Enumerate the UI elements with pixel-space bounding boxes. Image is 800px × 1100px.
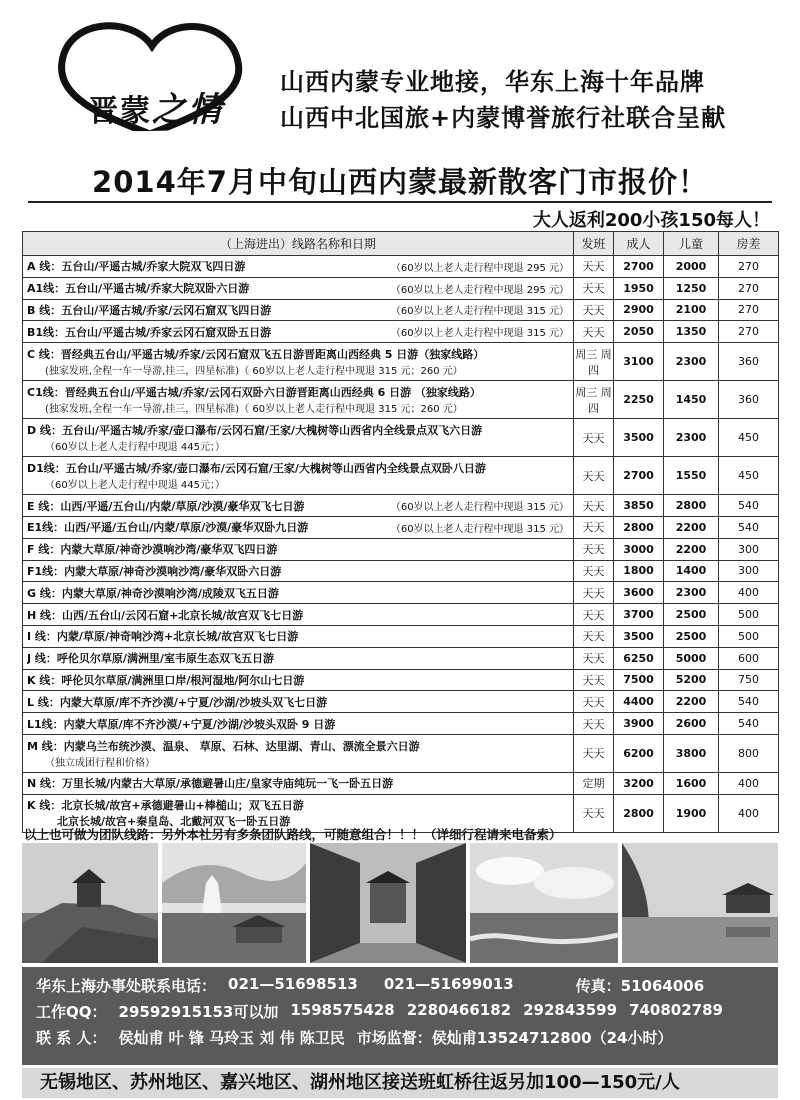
route-cell xyxy=(23,256,574,278)
depart-cell: 天天 xyxy=(574,625,614,647)
route-name: A 线：五台山/平遥古城/乔家大院双飞四日游 xyxy=(27,260,246,274)
route-line xyxy=(27,519,569,535)
depart-cell: 天天 xyxy=(574,604,614,626)
table-row xyxy=(23,560,779,582)
route-cell xyxy=(23,299,574,321)
qq-1[interactable]: 29592915153可以加 xyxy=(118,1003,279,1021)
route-name: J 线：呼伦贝尔草原/满洲里/室韦原生态双飞五日游 xyxy=(27,652,274,666)
slogan-line-2: 山西中北国旅+内蒙博誉旅行社联合呈献 xyxy=(280,104,727,132)
depart-cell: 天天 xyxy=(574,582,614,604)
route-sub-note: （60岁以上老人走行程中现退 445元；） xyxy=(45,442,225,454)
table-row xyxy=(23,647,779,669)
table-row xyxy=(23,343,779,381)
child-price-cell: 2000 xyxy=(664,256,719,278)
photo-strip xyxy=(22,843,778,963)
adult-price-cell: 3850 xyxy=(614,495,664,517)
contact-phone-row xyxy=(36,975,764,996)
table-row xyxy=(23,669,779,691)
table-row xyxy=(23,713,779,735)
table-row xyxy=(23,625,779,647)
route-name: B 线：五台山/平遥古城/乔家/云冈石窟双飞四日游 xyxy=(27,303,272,317)
route-name: M 线：内蒙乌兰布统沙漠、温泉、 草原、石林、达里湖、青山、漂流全景六日游 xyxy=(27,739,420,753)
child-price-cell: 3800 xyxy=(664,734,719,772)
adult-price-cell: 7500 xyxy=(614,669,664,691)
child-price-cell: 2500 xyxy=(664,604,719,626)
route-cell xyxy=(23,582,574,604)
qq-3[interactable]: 2280466182 xyxy=(406,1001,512,1019)
depart-cell: 天天 xyxy=(574,647,614,669)
adult-price-cell: 3900 xyxy=(614,713,664,735)
depart-cell: 周三 周四 xyxy=(574,381,614,419)
child-price-cell: 5000 xyxy=(664,647,719,669)
route-cell xyxy=(23,343,574,381)
photo-temple xyxy=(162,843,306,963)
child-price-cell: 2500 xyxy=(664,625,719,647)
child-price-cell: 2800 xyxy=(664,495,719,517)
adult-price-cell: 6250 xyxy=(614,647,664,669)
route-line xyxy=(27,422,569,438)
route-name: B1线：五台山/平遥古城/乔家云冈石窟双卧五日游 xyxy=(27,325,272,339)
header-depart: 发班 xyxy=(574,232,614,256)
child-price-cell: 1350 xyxy=(664,321,719,343)
adult-price-cell: 2900 xyxy=(614,299,664,321)
adult-price-cell: 3200 xyxy=(614,772,664,794)
room-diff-cell: 400 xyxy=(719,582,779,604)
route-sub-note: （独立成团行程和价格） xyxy=(45,757,155,769)
room-diff-cell: 400 xyxy=(719,772,779,794)
adult-price-cell: 1950 xyxy=(614,277,664,299)
room-diff-cell: 540 xyxy=(719,495,779,517)
route-cell xyxy=(23,560,574,582)
header-room: 房差 xyxy=(719,232,779,256)
route-name: L 线：内蒙大草原/库不齐沙漠/+宁夏/沙湖/沙坡头双飞七日游 xyxy=(27,695,328,709)
footnote: 以上也可做为团队线路：另外本社另有多条团队路线，可随意组合！！！（详细行程请来电备索） xyxy=(24,827,562,842)
route-line xyxy=(27,324,569,340)
room-diff-cell: 750 xyxy=(719,669,779,691)
contact-panel xyxy=(22,967,778,1065)
room-diff-cell: 300 xyxy=(719,560,779,582)
depart-cell: 天天 xyxy=(574,794,614,832)
route-name: F 线：内蒙大草原/神奇沙漠响沙湾/豪华双飞四日游 xyxy=(27,543,278,557)
phone-1[interactable]: 021—51698513 xyxy=(228,975,358,993)
depart-cell: 天天 xyxy=(574,669,614,691)
child-price-cell: 2300 xyxy=(664,582,719,604)
route-name: I 线：内蒙/草原/神奇响沙湾+北京长城/故宫双飞七日游 xyxy=(27,630,299,644)
table-row xyxy=(23,734,779,772)
room-diff-cell: 270 xyxy=(719,321,779,343)
route-line xyxy=(27,672,569,688)
adult-price-cell: 2250 xyxy=(614,381,664,419)
route-note: （60岁以上老人走行程中现退 315 元） xyxy=(390,502,569,514)
market-supervisor: 市场监督：侯灿甫13524712800（24小时） xyxy=(356,1029,673,1047)
adult-price-cell: 3500 xyxy=(614,625,664,647)
child-price-cell: 1250 xyxy=(664,277,719,299)
depart-cell: 天天 xyxy=(574,516,614,538)
route-name: C 线：晋经典五台山/平遥古城/乔家/云冈石窟双飞五日游晋距离山西经典 5 日游（独家线路） xyxy=(27,348,485,362)
header xyxy=(0,0,800,150)
child-price-cell: 2200 xyxy=(664,538,719,560)
route-line xyxy=(27,607,569,623)
contact-people-row xyxy=(36,1027,764,1048)
route-cell xyxy=(23,419,574,457)
phone-2[interactable]: 021—51699013 xyxy=(383,975,514,993)
route-line xyxy=(27,694,569,710)
depart-cell: 天天 xyxy=(574,495,614,517)
depart-cell: 天天 xyxy=(574,457,614,495)
route-name: E1线：山西/平遥/五台山/内蒙/草原/沙漠/豪华双卧九日游 xyxy=(27,521,309,535)
route-cell xyxy=(23,604,574,626)
slogan-line-1: 山西内蒙专业地接，华东上海十年品牌 xyxy=(280,68,705,96)
table-row xyxy=(23,419,779,457)
room-diff-cell: 400 xyxy=(719,794,779,832)
route-line xyxy=(27,585,569,601)
qq-4[interactable]: 292843599 xyxy=(523,1001,618,1019)
route-line xyxy=(27,280,569,296)
route-note: （60岁以上老人走行程中现退 295 元） xyxy=(390,284,569,296)
table-row xyxy=(23,277,779,299)
qq-5[interactable]: 740802789 xyxy=(629,1001,723,1019)
adult-price-cell: 2800 xyxy=(614,516,664,538)
room-diff-cell: 800 xyxy=(719,734,779,772)
route-name: K 线：呼伦贝尔草原/满洲里口岸/根河湿地/阿尔山七日游 xyxy=(27,673,305,687)
child-price-cell: 1550 xyxy=(664,457,719,495)
table-row xyxy=(23,495,779,517)
route-line xyxy=(27,650,569,666)
route-cell xyxy=(23,277,574,299)
route-name: K 线：北京长城/故宫+承德避暑山+棒槌山；双飞五日游 xyxy=(27,799,304,813)
route-line xyxy=(27,498,569,514)
rebate-subtitle: 大人返利200小孩150每人！ xyxy=(532,210,770,231)
room-diff-cell: 360 xyxy=(719,381,779,419)
logo-text-main: 晋蒙 xyxy=(88,94,152,129)
price-table xyxy=(22,231,779,833)
photo-courtyard xyxy=(310,843,466,963)
adult-price-cell: 3600 xyxy=(614,582,664,604)
route-cell xyxy=(23,713,574,735)
depart-cell: 天天 xyxy=(574,734,614,772)
people-label: 联 系 人： xyxy=(36,1029,107,1047)
route-note: （60岁以上老人走行程中现退 315 元） xyxy=(390,306,569,318)
header-child: 儿童 xyxy=(664,232,719,256)
fax: 传真：51064006 xyxy=(575,977,705,995)
route-note: （60岁以上老人走行程中现退 315 元） xyxy=(390,328,569,340)
child-price-cell: 5200 xyxy=(664,669,719,691)
child-price-cell: 1600 xyxy=(664,772,719,794)
route-name: H 线：山西/五台山/云冈石窟+北京长城/故宫双飞七日游 xyxy=(27,608,304,622)
child-price-cell: 1900 xyxy=(664,794,719,832)
route-name: G 线：内蒙大草原/神奇沙漠响沙湾/成陵双飞五日游 xyxy=(27,586,279,600)
depart-cell: 天天 xyxy=(574,419,614,457)
route-line xyxy=(27,346,569,362)
table-row xyxy=(23,538,779,560)
logo xyxy=(40,22,270,142)
depart-cell: 周三 周四 xyxy=(574,343,614,381)
route-name: C1线：晋经典五台山/平遥古城/乔家/云冈石双卧六日游晋距离山西经典 6 日游 （独家线路） xyxy=(27,386,481,400)
child-price-cell: 2100 xyxy=(664,299,719,321)
table-row xyxy=(23,691,779,713)
room-diff-cell: 540 xyxy=(719,691,779,713)
logo-text-accent: 之情 xyxy=(152,90,224,130)
room-diff-cell: 500 xyxy=(719,625,779,647)
child-price-cell: 2300 xyxy=(664,419,719,457)
header-route: （上海进出）线路名称和日期 xyxy=(23,232,574,256)
photo-grassland xyxy=(470,843,618,963)
adult-price-cell: 3100 xyxy=(614,343,664,381)
adult-price-cell: 2700 xyxy=(614,256,664,278)
adult-price-cell: 4400 xyxy=(614,691,664,713)
depart-cell: 天天 xyxy=(574,277,614,299)
depart-cell: 天天 xyxy=(574,256,614,278)
room-diff-cell: 270 xyxy=(719,299,779,321)
table-row xyxy=(23,582,779,604)
route-line xyxy=(27,258,569,274)
depart-cell: 定期 xyxy=(574,772,614,794)
table-row xyxy=(23,321,779,343)
room-diff-cell: 600 xyxy=(719,647,779,669)
depart-cell: 天天 xyxy=(574,321,614,343)
route-cell xyxy=(23,321,574,343)
route-line xyxy=(27,628,569,644)
route-cell xyxy=(23,625,574,647)
route-line xyxy=(27,541,569,557)
adult-price-cell: 3000 xyxy=(614,538,664,560)
route-cell xyxy=(23,647,574,669)
route-name: D 线：五台山/平遥古城/乔家/壶口瀑布/云冈石窟/王家/大槐树等山西省内全线景点双飞六日游 xyxy=(27,424,483,438)
route-line xyxy=(27,716,569,732)
room-diff-cell: 270 xyxy=(719,256,779,278)
contact-qq-row xyxy=(36,1001,764,1022)
route-cell xyxy=(23,381,574,419)
phone-label: 华东上海办事处联系电话： xyxy=(36,977,217,995)
route-line xyxy=(27,738,569,754)
table-body xyxy=(23,256,779,833)
route-sub-note: (独家发班,全程一车一导游,挂三，四星标准)（ 60岁以上老人走行程中现退 315 元；260 元） xyxy=(45,404,463,416)
table-header-row xyxy=(23,232,779,256)
depart-cell: 天天 xyxy=(574,299,614,321)
room-diff-cell: 450 xyxy=(719,457,779,495)
route-sub-note: (独家发班,全程一车一导游,挂三，四星标准)（ 60岁以上老人走行程中现退 315 元；260 元） xyxy=(45,366,463,378)
route-line xyxy=(27,460,569,476)
photo-lake-pavilion xyxy=(622,843,778,963)
route-cell xyxy=(23,516,574,538)
adult-price-cell: 3700 xyxy=(614,604,664,626)
table-row xyxy=(23,516,779,538)
child-price-cell: 2600 xyxy=(664,713,719,735)
route-name: F1线：内蒙大草原/神奇沙漠响沙湾/豪华双卧六日游 xyxy=(27,564,282,578)
route-name: L1线：内蒙大草原/库不齐沙漠/+宁夏/沙湖/沙坡头双卧 9 日游 xyxy=(27,717,336,731)
qq-label: 工作QQ： xyxy=(36,1003,107,1021)
route-cell xyxy=(23,691,574,713)
route-line xyxy=(27,384,569,400)
route-name: N 线：万里长城/内蒙古大草原/承德避暑山庄/皇家寺庙纯玩一飞一卧五日游 xyxy=(27,777,394,791)
route-cell xyxy=(23,734,574,772)
child-price-cell: 1400 xyxy=(664,560,719,582)
photo-ancient-city xyxy=(22,843,158,963)
depart-cell: 天天 xyxy=(574,560,614,582)
adult-price-cell: 3500 xyxy=(614,419,664,457)
route-name: A1线：五台山/平遥古城/乔家大院双卧六日游 xyxy=(27,282,250,296)
route-cell xyxy=(23,495,574,517)
route-cell xyxy=(23,457,574,495)
route-note: （60岁以上老人走行程中现退 315 元） xyxy=(390,523,569,535)
table-row xyxy=(23,457,779,495)
room-diff-cell: 500 xyxy=(719,604,779,626)
route-cell xyxy=(23,669,574,691)
adult-price-cell: 1800 xyxy=(614,560,664,582)
table-row xyxy=(23,772,779,794)
route-note: （60岁以上老人走行程中现退 295 元） xyxy=(390,262,569,274)
child-price-cell: 2300 xyxy=(664,343,719,381)
logo-text xyxy=(88,82,224,131)
adult-price-cell: 6200 xyxy=(614,734,664,772)
room-diff-cell: 360 xyxy=(719,343,779,381)
adult-price-cell: 2800 xyxy=(614,794,664,832)
child-price-cell: 2200 xyxy=(664,691,719,713)
depart-cell: 天天 xyxy=(574,713,614,735)
route-name: E 线：山西/平遥/五台山/内蒙/草原/沙漠/豪华双飞七日游 xyxy=(27,499,305,513)
table-row xyxy=(23,604,779,626)
table-row xyxy=(23,299,779,321)
transfer-note-bar: 无锡地区、苏州地区、嘉兴地区、湖州地区接送班虹桥往返另加100—150元/人 xyxy=(22,1068,778,1098)
title-divider xyxy=(28,201,772,203)
adult-price-cell: 2050 xyxy=(614,321,664,343)
depart-cell: 天天 xyxy=(574,691,614,713)
table-row xyxy=(23,381,779,419)
table-row xyxy=(23,256,779,278)
header-adult: 成人 xyxy=(614,232,664,256)
route-cell xyxy=(23,772,574,794)
route-line xyxy=(27,775,569,791)
route-sub-note: （60岁以上老人走行程中现退 445元；） xyxy=(45,480,225,492)
child-price-cell: 1450 xyxy=(664,381,719,419)
room-diff-cell: 270 xyxy=(719,277,779,299)
child-price-cell: 2200 xyxy=(664,516,719,538)
depart-cell: 天天 xyxy=(574,538,614,560)
qq-2[interactable]: 1598575428 xyxy=(290,1001,395,1019)
route-line xyxy=(27,797,569,813)
room-diff-cell: 540 xyxy=(719,713,779,735)
page-title: 2014年7月中旬山西内蒙最新散客门市报价！ xyxy=(92,165,708,199)
route-name: D1线：五台山/平遥古城/乔家/壶口瀑布/云冈石窟/王家/大槐树等山西省内全线景点双卧八日游 xyxy=(27,462,486,476)
route-line xyxy=(27,563,569,579)
room-diff-cell: 450 xyxy=(719,419,779,457)
room-diff-cell: 300 xyxy=(719,538,779,560)
people-names: 侯灿甫 叶 锋 马玲玉 刘 伟 陈卫民 xyxy=(118,1029,345,1047)
room-diff-cell: 540 xyxy=(719,516,779,538)
route-line xyxy=(27,302,569,318)
adult-price-cell: 2700 xyxy=(614,457,664,495)
route-cell xyxy=(23,538,574,560)
route-name-second: 北京长城/故宫+秦皇岛、北戴河双飞一卧五日游 xyxy=(57,815,291,829)
